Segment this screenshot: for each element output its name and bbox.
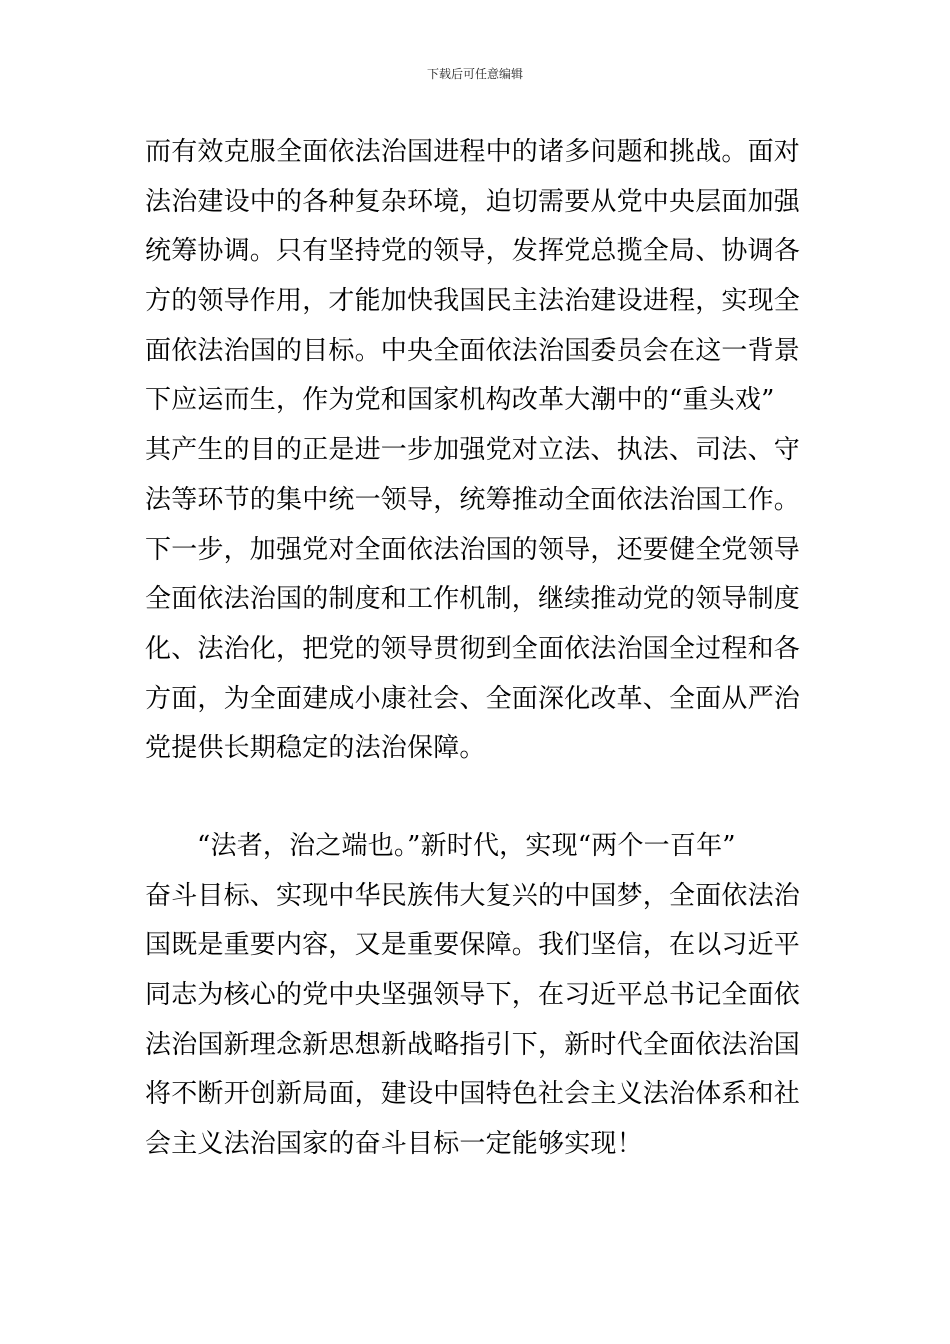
text-line: 全面依法治国的制度和工作机制，继续推动党的领导制度 — [145, 584, 801, 615]
text-line: 党提供长期稳定的法治保障。 — [145, 733, 486, 764]
text-line: 下应运而生，作为党和国家机构改革大潮中的“重头戏” — [145, 385, 775, 416]
text-line: 国既是重要内容，又是重要保障。我们坚信，在以习近平 — [145, 930, 801, 961]
text-line: 方的领导作用，才能加快我国民主法治建设进程，实现全 — [145, 286, 801, 317]
text-line: 会主义法治国家的奋斗目标一定能够实现！ — [145, 1129, 643, 1160]
text-line: 法治建设中的各种复杂环境，迫切需要从党中央层面加强 — [145, 186, 801, 217]
paragraph-2 — [145, 822, 810, 1170]
page-header: 下载后可任意编辑 — [426, 67, 523, 81]
text-line: 下一步，加强党对全面依法治国的领导，还要健全党领导 — [145, 534, 801, 565]
text-line: 统筹协调。只有坚持党的领导，发挥党总揽全局、协调各 — [145, 236, 801, 267]
text-line: 法治国新理念新思想新战略指引下，新时代全面依法治国 — [145, 1029, 801, 1060]
text-line: 而有效克服全面依法治国进程中的诸多问题和挑战。面对 — [145, 137, 801, 167]
text-line: 奋斗目标、实现中华民族伟大复兴的中国梦，全面依法治 — [145, 880, 801, 911]
paragraph-1 — [145, 128, 810, 774]
text-line: 方面，为全面建成小康社会、全面深化改革、全面从严治 — [145, 683, 801, 714]
text-line: 面依法治国的目标。中央全面依法治国委员会在这一背景 — [145, 335, 801, 366]
text-line: 其产生的目的正是进一步加强党对立法、执法、司法、守 — [145, 435, 801, 466]
text-line: 法等环节的集中统一领导，统筹推动全面依法治国工作。 — [145, 484, 801, 515]
text-line: 化、法治化，把党的领导贯彻到全面依法治国全过程和各 — [145, 633, 801, 664]
text-line-indented: “法者，治之端也。”新时代，实现“两个一百年” — [197, 831, 736, 861]
text-line: 将不断开创新局面，建设中国特色社会主义法治体系和社 — [145, 1079, 801, 1110]
text-line: 同志为核心的党中央坚强领导下，在习近平总书记全面依 — [145, 980, 801, 1011]
